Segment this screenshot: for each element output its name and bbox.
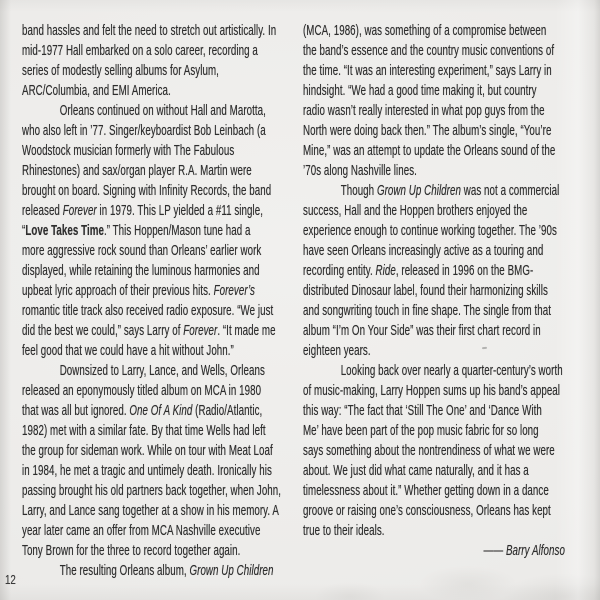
text-segment: the band’s essence and the country music conventions of — [303, 42, 555, 59]
text-segment: success, Hall and the Hoppen brothers enjoyed the — [303, 202, 528, 219]
text-segment: distributed Dinosaur label, found their harmonizing skills — [303, 282, 548, 299]
text-line — [22, 141, 285, 161]
text-segment: mid-1977 Hall embarked on a solo career, recording a — [22, 42, 258, 59]
text-segment: Mine,” was an attempt to update the Orleans sound of the — [303, 142, 556, 159]
text-line — [22, 461, 285, 481]
text-line — [22, 521, 285, 541]
text-segment: released — [22, 202, 63, 219]
text-segment: Forever — [183, 322, 218, 339]
text-line — [22, 21, 285, 41]
text-segment: groove or raising one’s consciousness, Orleans has kept — [303, 502, 551, 519]
text-segment: Forever — [62, 202, 97, 219]
text-segment: Ride — [375, 262, 396, 279]
text-line — [303, 501, 566, 521]
text-line — [303, 341, 566, 361]
text-segment: Me’ have been part of the pop music fabric for so long — [303, 422, 539, 439]
text-line — [22, 441, 285, 461]
text-line — [22, 541, 285, 561]
text-line — [303, 441, 566, 461]
text-segment: in 1979. This LP yielded a #11 single, — [96, 202, 263, 219]
text-segment: hindsight. “We had a good time making it, but country — [303, 82, 537, 99]
text-segment: Grown Up Children — [189, 562, 274, 579]
text-line — [303, 21, 566, 41]
text-segment: . “It made me — [217, 322, 276, 339]
text-segment: more aggressive rock sound than Orleans’ earlier work — [22, 242, 262, 259]
text-segment: album “I’m On Your Side” was their first chart record in — [303, 322, 541, 339]
text-segment: series of modestly selling albums for Asylum, — [22, 62, 219, 79]
text-line — [22, 561, 285, 581]
text-line — [22, 101, 285, 121]
text-line — [22, 421, 285, 441]
text-segment: was not a commercial — [460, 182, 560, 199]
text-segment: upbeat lyric approach of their previous hits. — [22, 282, 214, 299]
text-line — [22, 161, 285, 181]
text-segment: about. We just did what came naturally, and it has a — [303, 462, 529, 479]
text-segment: (MCA, 1986), was something of a compromise between — [303, 22, 547, 39]
text-segment: that was all but ignored. — [22, 402, 130, 419]
text-segment: and songwriting touch in fine shape. The single from that — [303, 302, 551, 319]
text-segment: in 1984, he met a tragic and untimely death. Ironically his — [22, 462, 272, 479]
author-signature — [303, 541, 566, 561]
text-segment: Tony Brown for the three to record together again. — [22, 542, 241, 559]
text-segment: , released in 1996 on the BMG- — [395, 262, 534, 279]
text-segment: the time. “It was an interesting experiment,” says Larry in — [303, 62, 552, 79]
text-line — [303, 261, 566, 281]
text-line — [303, 481, 566, 501]
text-line — [22, 181, 285, 201]
text-segment: Orleans continued on without Hall and Marotta, — [59, 102, 266, 119]
text-line — [22, 201, 285, 221]
text-line — [22, 401, 285, 421]
text-segment: Though — [340, 182, 377, 199]
text-segment: have seen Orleans increasingly active as a touring and — [303, 242, 544, 259]
text-segment: Larry, and Lance sang together at a show in his memory. A — [22, 502, 279, 519]
text-segment: Downsized to Larry, Lance, and Wells, Orleans — [59, 362, 265, 379]
text-segment: displayed, while retaining the luminous harmonies and — [22, 262, 260, 279]
text-line — [22, 81, 285, 101]
text-line — [303, 521, 566, 541]
text-line — [303, 41, 566, 61]
text-column-right-lines — [303, 21, 566, 561]
text-segment: the group for sideman work. While on tour with Meat Loaf — [22, 442, 273, 459]
text-segment: Barry Alfonso — [505, 542, 565, 559]
text-segment: romantic title track also received radio exposure. “We just — [22, 302, 274, 319]
text-line — [22, 281, 285, 301]
text-segment: Forever’s — [213, 282, 256, 299]
text-segment: passing brought his old partners back together, when John, — [22, 482, 282, 499]
text-segment: ’70s along Nashville lines. — [303, 162, 417, 179]
text-line — [22, 261, 285, 281]
text-segment: of music-making, Larry Hoppen sums up his band’s appeal — [303, 382, 561, 399]
text-line — [303, 61, 566, 81]
text-line — [303, 141, 566, 161]
text-segment: One Of A Kind — [129, 402, 193, 419]
text-segment: true to their ideals. — [303, 522, 385, 539]
text-segment: eighteen years. — [303, 342, 371, 359]
text-segment: radio wasn’t really interested in what pop guys from the — [303, 102, 545, 119]
text-line — [303, 221, 566, 241]
text-line — [303, 201, 566, 221]
text-segment: says something about the nontrendiness of what we were — [303, 442, 555, 459]
text-segment: did the best we could,” says Larry of — [22, 322, 184, 339]
text-line — [303, 121, 566, 141]
text-segment: —— — [483, 542, 506, 559]
text-line — [303, 281, 566, 301]
text-line — [303, 101, 566, 121]
text-column-left-lines — [22, 21, 285, 581]
text-line — [303, 381, 566, 401]
text-line — [22, 41, 285, 61]
text-segment: The resulting Orleans album, — [59, 562, 190, 579]
text-line — [303, 361, 566, 381]
text-segment: released an eponymously titled album on MCA in 1980 — [22, 382, 262, 399]
text-line — [303, 241, 566, 261]
text-line — [22, 321, 285, 341]
text-line — [22, 121, 285, 141]
text-line — [22, 61, 285, 81]
text-segment: (Radio/Atlantic, — [192, 402, 263, 419]
page-number: 12 — [5, 573, 16, 587]
text-segment: this way: “The fact that ‘Still The One’ and ‘Dance With — [303, 402, 542, 419]
text-segment: North were doing back then.” The album’s single, “You’re — [303, 122, 552, 139]
text-line — [22, 381, 285, 401]
text-segment: .” This Hoppen/Mason tune had a — [103, 222, 251, 239]
text-segment: brought on board. Signing with Infinity Records, the band — [22, 182, 272, 199]
text-segment: feel good that we could have a hit without John.” — [22, 342, 234, 359]
text-line — [303, 321, 566, 341]
text-segment: Grown Up Children — [376, 182, 461, 199]
text-segment: year later came an offer from MCA Nashville executive — [22, 522, 261, 539]
text-segment: Woodstock musician formerly with The Fabulous — [22, 142, 235, 159]
text-segment: 1982) met with a similar fate. By that time Wells had left — [22, 422, 266, 439]
text-column-right — [303, 21, 600, 561]
text-segment: Looking back over nearly a quarter-century’s worth — [340, 362, 563, 379]
text-segment: ARC/Columbia, and EMI America. — [22, 82, 171, 99]
text-segment: who also left in ’77. Singer/keyboardist Bob Leinbach (a — [22, 122, 266, 139]
text-line — [22, 221, 285, 241]
text-segment: band hassles and felt the need to stretch out artistically. In — [22, 22, 277, 39]
text-line — [22, 241, 285, 261]
text-segment: “ — [22, 222, 26, 239]
text-line — [22, 501, 285, 521]
text-line — [22, 361, 285, 381]
text-line — [303, 461, 566, 481]
text-line — [22, 341, 285, 361]
text-line — [303, 401, 566, 421]
text-line — [303, 421, 566, 441]
text-line — [22, 481, 285, 501]
text-line — [303, 301, 566, 321]
text-line — [303, 81, 566, 101]
text-line — [303, 161, 566, 181]
text-segment: Love Takes Time — [25, 222, 104, 239]
text-segment: experience enough to continue working together. The ’90s — [303, 222, 557, 239]
text-line — [22, 301, 285, 321]
text-line — [303, 181, 566, 201]
text-segment: recording entity. — [303, 262, 376, 279]
text-segment: Rhinestones) and sax/organ player R.A. Martin were — [22, 162, 252, 179]
text-segment: timelessness about it.” Whether getting down in a dance — [303, 482, 549, 499]
